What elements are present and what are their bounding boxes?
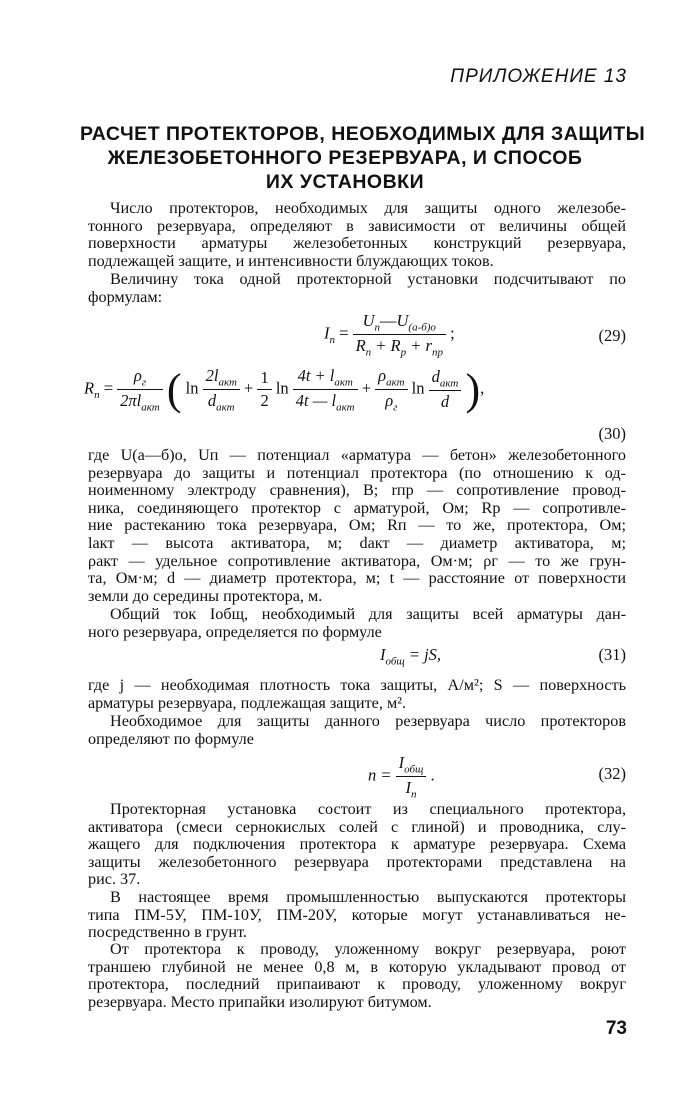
text-line: резервуара до защиты и потенциал протектора (по отношению к од- — [88, 463, 626, 482]
paragraph-current-formula — [88, 271, 626, 306]
title-line: РАСЧЕТ ПРОТЕКТОРОВ, НЕОБХОДИМЫХ ДЛЯ ЗАЩИТЫ — [80, 123, 646, 145]
paragraph-total-current — [88, 606, 626, 641]
text-line: рис. 37. — [88, 870, 141, 889]
text-line: тонного резервуара, определяют в зависимости от величины общей — [88, 216, 626, 235]
equation-32: n = $\frac{I_{общ}}{I_п}$ . — [368, 753, 435, 801]
text-line: Величину тока одной протекторной установки подсчитывают по — [110, 270, 626, 288]
fraction: $\frac{U_п—U_{(а-б)о}}{R_п + R_р + r_{пр}}$ — [353, 311, 446, 359]
text-line: земли до середины протектора, м. — [88, 586, 323, 605]
text-line: определяют по формуле — [88, 729, 254, 748]
text-line: протектора, последний припаивают к проводу, уложенному вокруг — [88, 975, 626, 994]
title-line: ИХ УСТАНОВКИ — [265, 171, 425, 193]
text-line: арматуры резервуара, подлежащая защите, м². — [88, 693, 407, 712]
text-line: ного резервуара, определяется по формуле — [88, 622, 382, 641]
text-line: ника, соединяющего протектор с арматурой, Ом; Rр — сопротивле- — [88, 498, 626, 517]
text-line: резервуара. Место припайки изолируют битумом. — [88, 992, 432, 1011]
equation-number: (30) — [598, 424, 626, 443]
paragraph-trench — [88, 941, 626, 1011]
paragraph-intro — [88, 200, 626, 270]
text-line: подлежащей защите, и интенсивности блуждающих токов. — [88, 251, 494, 270]
equation-31: $I_{общ}$ = jS, — [380, 645, 442, 668]
paragraph-protector-count — [88, 713, 626, 748]
text-line: Протекторная установка состоит из специального протектора, — [110, 800, 626, 818]
text-line: типа ПМ-5У, ПМ-10У, ПМ-20У, которые могут устанавливаться не- — [88, 905, 626, 924]
text-line: где j — необходимая плотность тока защиты, А/м²; S — поверхность — [88, 676, 626, 694]
equation-30: $R_п$ = $\frac{\rho_г}{2\pi l_{акт}}$ ( ln $\frac{2l_{акт}}{d_{акт}}$ + $\frac{1}{2}$ ln $\frac{4t + l_{акт}}{4t — l_{акт}}$ + $\frac{\rho_{акт}}{\rho_г}$ ln $\frac{d_{акт}}{d}$ ), — [84, 364, 485, 414]
text-line: Необходимое для защиты данного резервуара число протекторов — [110, 712, 626, 730]
text-line: Общий ток Iобщ, необходимый для защиты всей арматуры дан- — [110, 605, 626, 623]
text-line: ние растеканию тока резервуара, Ом; Rп — то же, протектора, Ом; — [88, 516, 626, 535]
equation-number: (32) — [598, 764, 626, 783]
title-line: ЖЕЛЕЗОБЕТОННОГО РЕЗЕРВУАРА, И СПОСОБ — [107, 147, 583, 169]
equation-number: (31) — [598, 645, 626, 664]
paragraph-current-density — [88, 677, 626, 712]
text-line: посредственно в грунт. — [88, 923, 247, 942]
text-line: защиты железобетонного резервуара протекторами представлена на — [88, 852, 626, 871]
page-number: 73 — [605, 1018, 627, 1039]
text-line: ноименному электроду сравнения), В; rпр — сопротивление провод- — [88, 481, 626, 500]
equation-29: $I_п$ = $\frac{U_п—U_{(а-б)о}}{R_п + R_р + r_{пр}}$ ; — [324, 311, 455, 359]
equation-number: (29) — [598, 326, 626, 345]
text-line: жащего для подключения протектора к арматуре резервуара. Схема — [88, 835, 626, 854]
paragraph-protector-types — [88, 889, 626, 942]
text-line: lакт — высота активатора, м; dакт — диаметр активатора, м; — [88, 533, 626, 552]
appendix-header: ПРИЛОЖЕНИЕ 13 — [450, 66, 627, 87]
text-line: траншею глубиной не менее 0,8 м, в которую укладывают провод от — [88, 957, 626, 976]
text-line: От протектора к проводу, уложенному вокруг резервуара, роют — [110, 940, 626, 958]
text-line: поверхности арматуры железобетонных конструкций резервуара, — [88, 234, 626, 253]
text-line: где U(а—б)о, Uп — потенциал «арматура — бетон» железобетонного — [88, 446, 626, 464]
paragraph-installation — [88, 801, 626, 889]
text-line: ρакт — удельное сопротивление активатора, Ом·м; ρг — то же грун- — [88, 551, 626, 570]
paragraph-definitions — [88, 447, 626, 605]
text-line: активатора (смеси сернокислых солей с глиной) и проводника, слу- — [88, 817, 626, 836]
text-line: формулам: — [88, 287, 163, 306]
page-title — [80, 122, 646, 194]
text-line: та, Ом·м; d — диаметр протектора, м; t — расстояние от поверхности — [88, 569, 626, 588]
text-line: Число протекторов, необходимых для защиты одного железобе- — [110, 199, 626, 217]
text-line: В настоящее время промышленностью выпускаются протекторы — [110, 888, 626, 906]
